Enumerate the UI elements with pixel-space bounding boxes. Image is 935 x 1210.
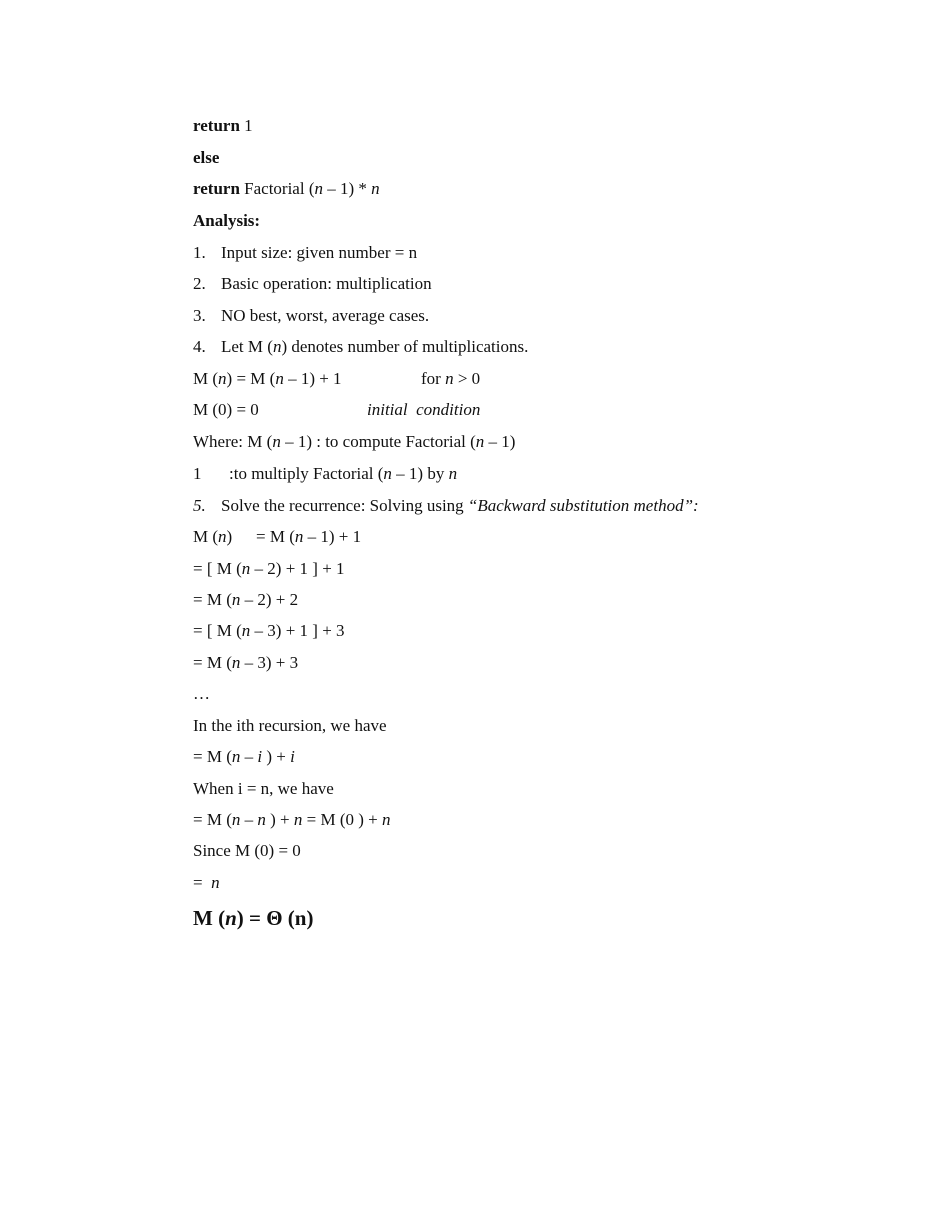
algorithm-else-line <box>193 148 219 168</box>
text: ) denotes number of multiplications. <box>281 337 529 356</box>
ellipsis: … <box>193 684 210 703</box>
where-line <box>193 432 515 452</box>
text: Let M ( <box>221 337 273 356</box>
variable: n <box>382 810 391 829</box>
text: = M ( <box>256 527 295 546</box>
item-number: 5. <box>193 496 206 515</box>
heading-text: Analysis: <box>193 211 261 230</box>
variable: n <box>218 527 227 546</box>
recurrence-condition <box>421 369 480 389</box>
analysis-item-5 <box>193 496 699 516</box>
text: = M ( <box>193 653 232 672</box>
text: ) = Θ (n) <box>236 906 314 930</box>
substitution-rhs <box>256 527 361 547</box>
algorithm-return-recursive-line <box>193 179 380 199</box>
text: ) + <box>265 810 294 829</box>
recurrence-equation <box>193 369 342 389</box>
keyword: else <box>193 148 220 167</box>
variable: n <box>231 590 241 609</box>
text: 1 <box>239 116 253 135</box>
text: = M (0 ) + <box>302 810 382 829</box>
text: – 1) : to compute Factorial ( <box>280 432 476 451</box>
variable: n – i <box>231 747 263 766</box>
item-text: Input size: given number = n <box>221 243 418 262</box>
text: = [ M ( <box>193 621 242 640</box>
analysis-item-4 <box>193 337 528 357</box>
text: Factorial ( <box>239 179 315 198</box>
variable: n – n <box>231 810 266 829</box>
text: ) = M ( <box>226 369 276 388</box>
text: – 2) + 1 ] + 1 <box>250 559 345 578</box>
ith-recursion-equation <box>193 747 295 767</box>
multiply-description <box>229 464 457 484</box>
text: :to multiply Factorial ( <box>229 464 384 483</box>
text: – 1) + 1 <box>283 369 342 388</box>
keyword: return <box>193 179 240 198</box>
variable: n <box>241 621 251 640</box>
initial-value <box>193 400 259 420</box>
substitution-step-1 <box>193 559 345 579</box>
variable: n <box>475 432 485 451</box>
item-number: 1. <box>193 243 206 262</box>
text: Solve the recurrence: Solving using <box>221 496 468 515</box>
variable: n <box>448 464 458 483</box>
text: – 3) + 1 ] + 3 <box>250 621 345 640</box>
text: – 2) + 2 <box>240 590 299 609</box>
variable: n <box>272 337 282 356</box>
variable: n <box>294 527 304 546</box>
substitution-step-3 <box>193 621 345 641</box>
analysis-item-2 <box>193 274 432 294</box>
text: = [ M ( <box>193 559 242 578</box>
text: ) <box>226 527 233 546</box>
item-text: NO best, worst, average cases. <box>221 306 430 325</box>
text: – 1) * <box>323 179 372 198</box>
text: – 1) + 1 <box>303 527 362 546</box>
since-text: Since M (0) = 0 <box>193 841 301 860</box>
text: M ( <box>193 369 219 388</box>
text: for <box>421 369 446 388</box>
variable: n <box>445 369 454 388</box>
variable: n <box>225 906 237 930</box>
text: = M ( <box>193 590 232 609</box>
variable: n <box>211 873 220 892</box>
when-i-equals-n-equation <box>193 810 391 830</box>
text: Where: M ( <box>193 432 273 451</box>
variable: n <box>293 810 303 829</box>
ith-recursion-text: In the ith recursion, we have <box>193 716 387 735</box>
text: M (0) = 0 <box>193 400 259 419</box>
variable: n <box>383 464 392 483</box>
substitution-lhs <box>193 527 232 547</box>
variable: n <box>275 369 284 388</box>
final-complexity <box>193 906 313 930</box>
text: = <box>193 873 212 892</box>
text: = M ( <box>193 810 232 829</box>
when-i-equals-n-text: When i = n, we have <box>193 779 334 798</box>
variable: n <box>371 179 380 198</box>
analysis-heading <box>193 211 260 231</box>
substitution-step-2 <box>193 590 298 610</box>
keyword: return <box>193 116 240 135</box>
text: – 3) + 3 <box>240 653 299 672</box>
analysis-item-3 <box>193 306 429 326</box>
algorithm-return-base-line <box>193 116 253 136</box>
item-number: 4. <box>193 337 206 356</box>
item-number: 3. <box>193 306 206 325</box>
item-number: 2. <box>193 274 206 293</box>
variable: n <box>231 653 241 672</box>
text: M ( <box>193 906 226 930</box>
substitution-step-4 <box>193 653 298 673</box>
variable: n <box>272 432 281 451</box>
analysis-item-1 <box>193 243 417 263</box>
variable: n <box>314 179 323 198</box>
variable: i <box>290 747 295 766</box>
variable: n <box>241 559 251 578</box>
method-name: “Backward substitution method”: <box>467 496 699 515</box>
text: – 1) <box>484 432 516 451</box>
multiply-one-line <box>193 464 202 484</box>
result-equation <box>193 873 220 893</box>
item-text: Basic operation: multiplication <box>221 274 432 293</box>
variable: n <box>218 369 227 388</box>
text: M ( <box>193 527 219 546</box>
text: – 1) by <box>391 464 449 483</box>
initial-condition-label: initial condition <box>367 400 481 419</box>
text: 1 <box>193 464 202 483</box>
text: = M ( <box>193 747 232 766</box>
text: > 0 <box>453 369 481 388</box>
text: ) + <box>262 747 291 766</box>
